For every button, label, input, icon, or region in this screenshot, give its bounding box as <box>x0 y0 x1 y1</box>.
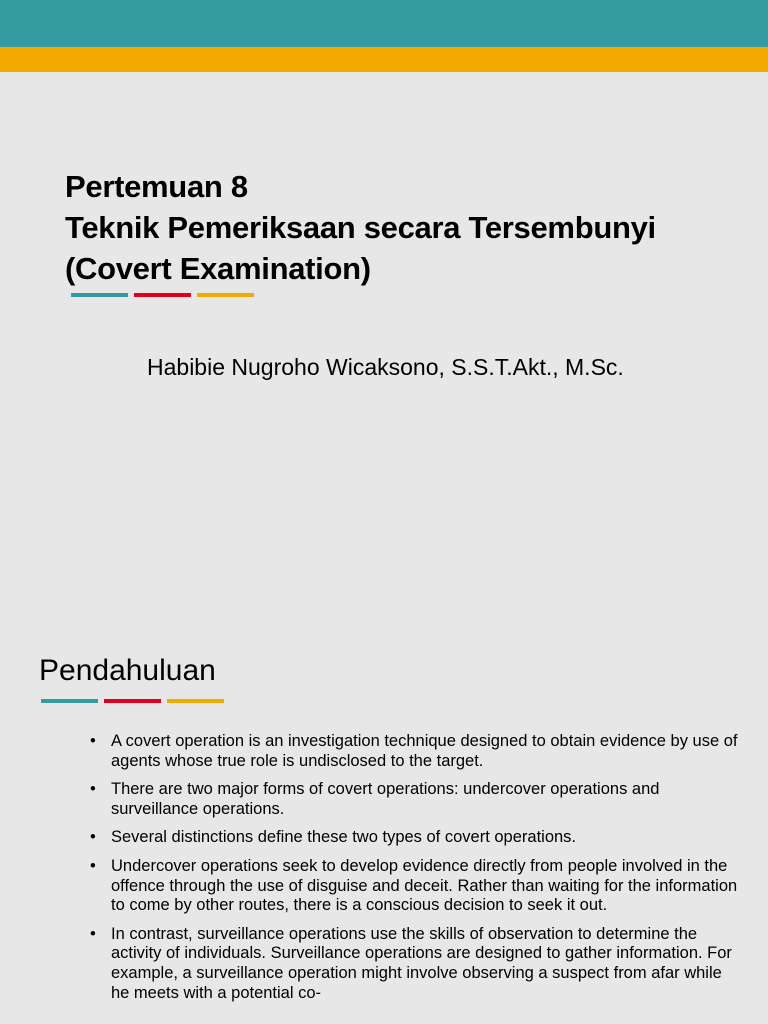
bullet-icon: • <box>90 924 96 943</box>
list-item <box>90 828 740 848</box>
title-line-2: Teknik Pemeriksaan secara Tersembunyi <box>65 210 656 245</box>
section-heading: Pendahuluan <box>39 654 216 687</box>
bullet-text: Several distinctions define these two types of covert operations. <box>111 828 577 847</box>
accent-teal-line <box>41 699 98 703</box>
bullet-list <box>90 732 740 1012</box>
author-name: Habibie Nugroho Wicaksono, S.S.T.Akt., M.Sc. <box>147 354 624 380</box>
accent-red-line <box>134 293 191 297</box>
bullet-icon: • <box>90 828 96 847</box>
bullet-icon: • <box>90 856 96 875</box>
accent-orange-line <box>167 699 224 703</box>
accent-teal-line <box>71 293 128 297</box>
slide-title <box>65 166 755 289</box>
heading-accent-lines <box>41 699 224 703</box>
bullet-text: A covert operation is an investigation technique designed to obtain evidence by use of agents whose true role is undisclosed to the target. <box>111 732 738 770</box>
list-item <box>90 857 740 916</box>
bullet-text: Undercover operations seek to develop evidence directly from people involved in the offence through the use of disguise and deceit. Rather than waiting for the information to come by other routes, there is a conscious decision to seek it out. <box>111 856 738 915</box>
list-item <box>90 925 740 1003</box>
bullet-text: In contrast, surveillance operations use the skills of observation to determine the activity of individuals. Surveillance operations are designed to gather information. For example, a surveillance operation might involve observing a suspect from afar while he meets with a potential co- <box>111 924 732 1002</box>
title-accent-lines <box>71 293 254 297</box>
list-item <box>90 780 740 819</box>
title-line-1: Pertemuan 8 <box>65 169 248 204</box>
top-teal-band <box>0 0 768 47</box>
bullet-icon: • <box>90 780 96 799</box>
title-line-3: (Covert Examination) <box>65 251 371 286</box>
top-orange-band <box>0 47 768 72</box>
bullet-icon: • <box>90 732 96 750</box>
accent-red-line <box>104 699 161 703</box>
accent-orange-line <box>197 293 254 297</box>
bullet-text: There are two major forms of covert operations: undercover operations and surveillance operations. <box>111 780 660 818</box>
list-item <box>90 732 740 771</box>
